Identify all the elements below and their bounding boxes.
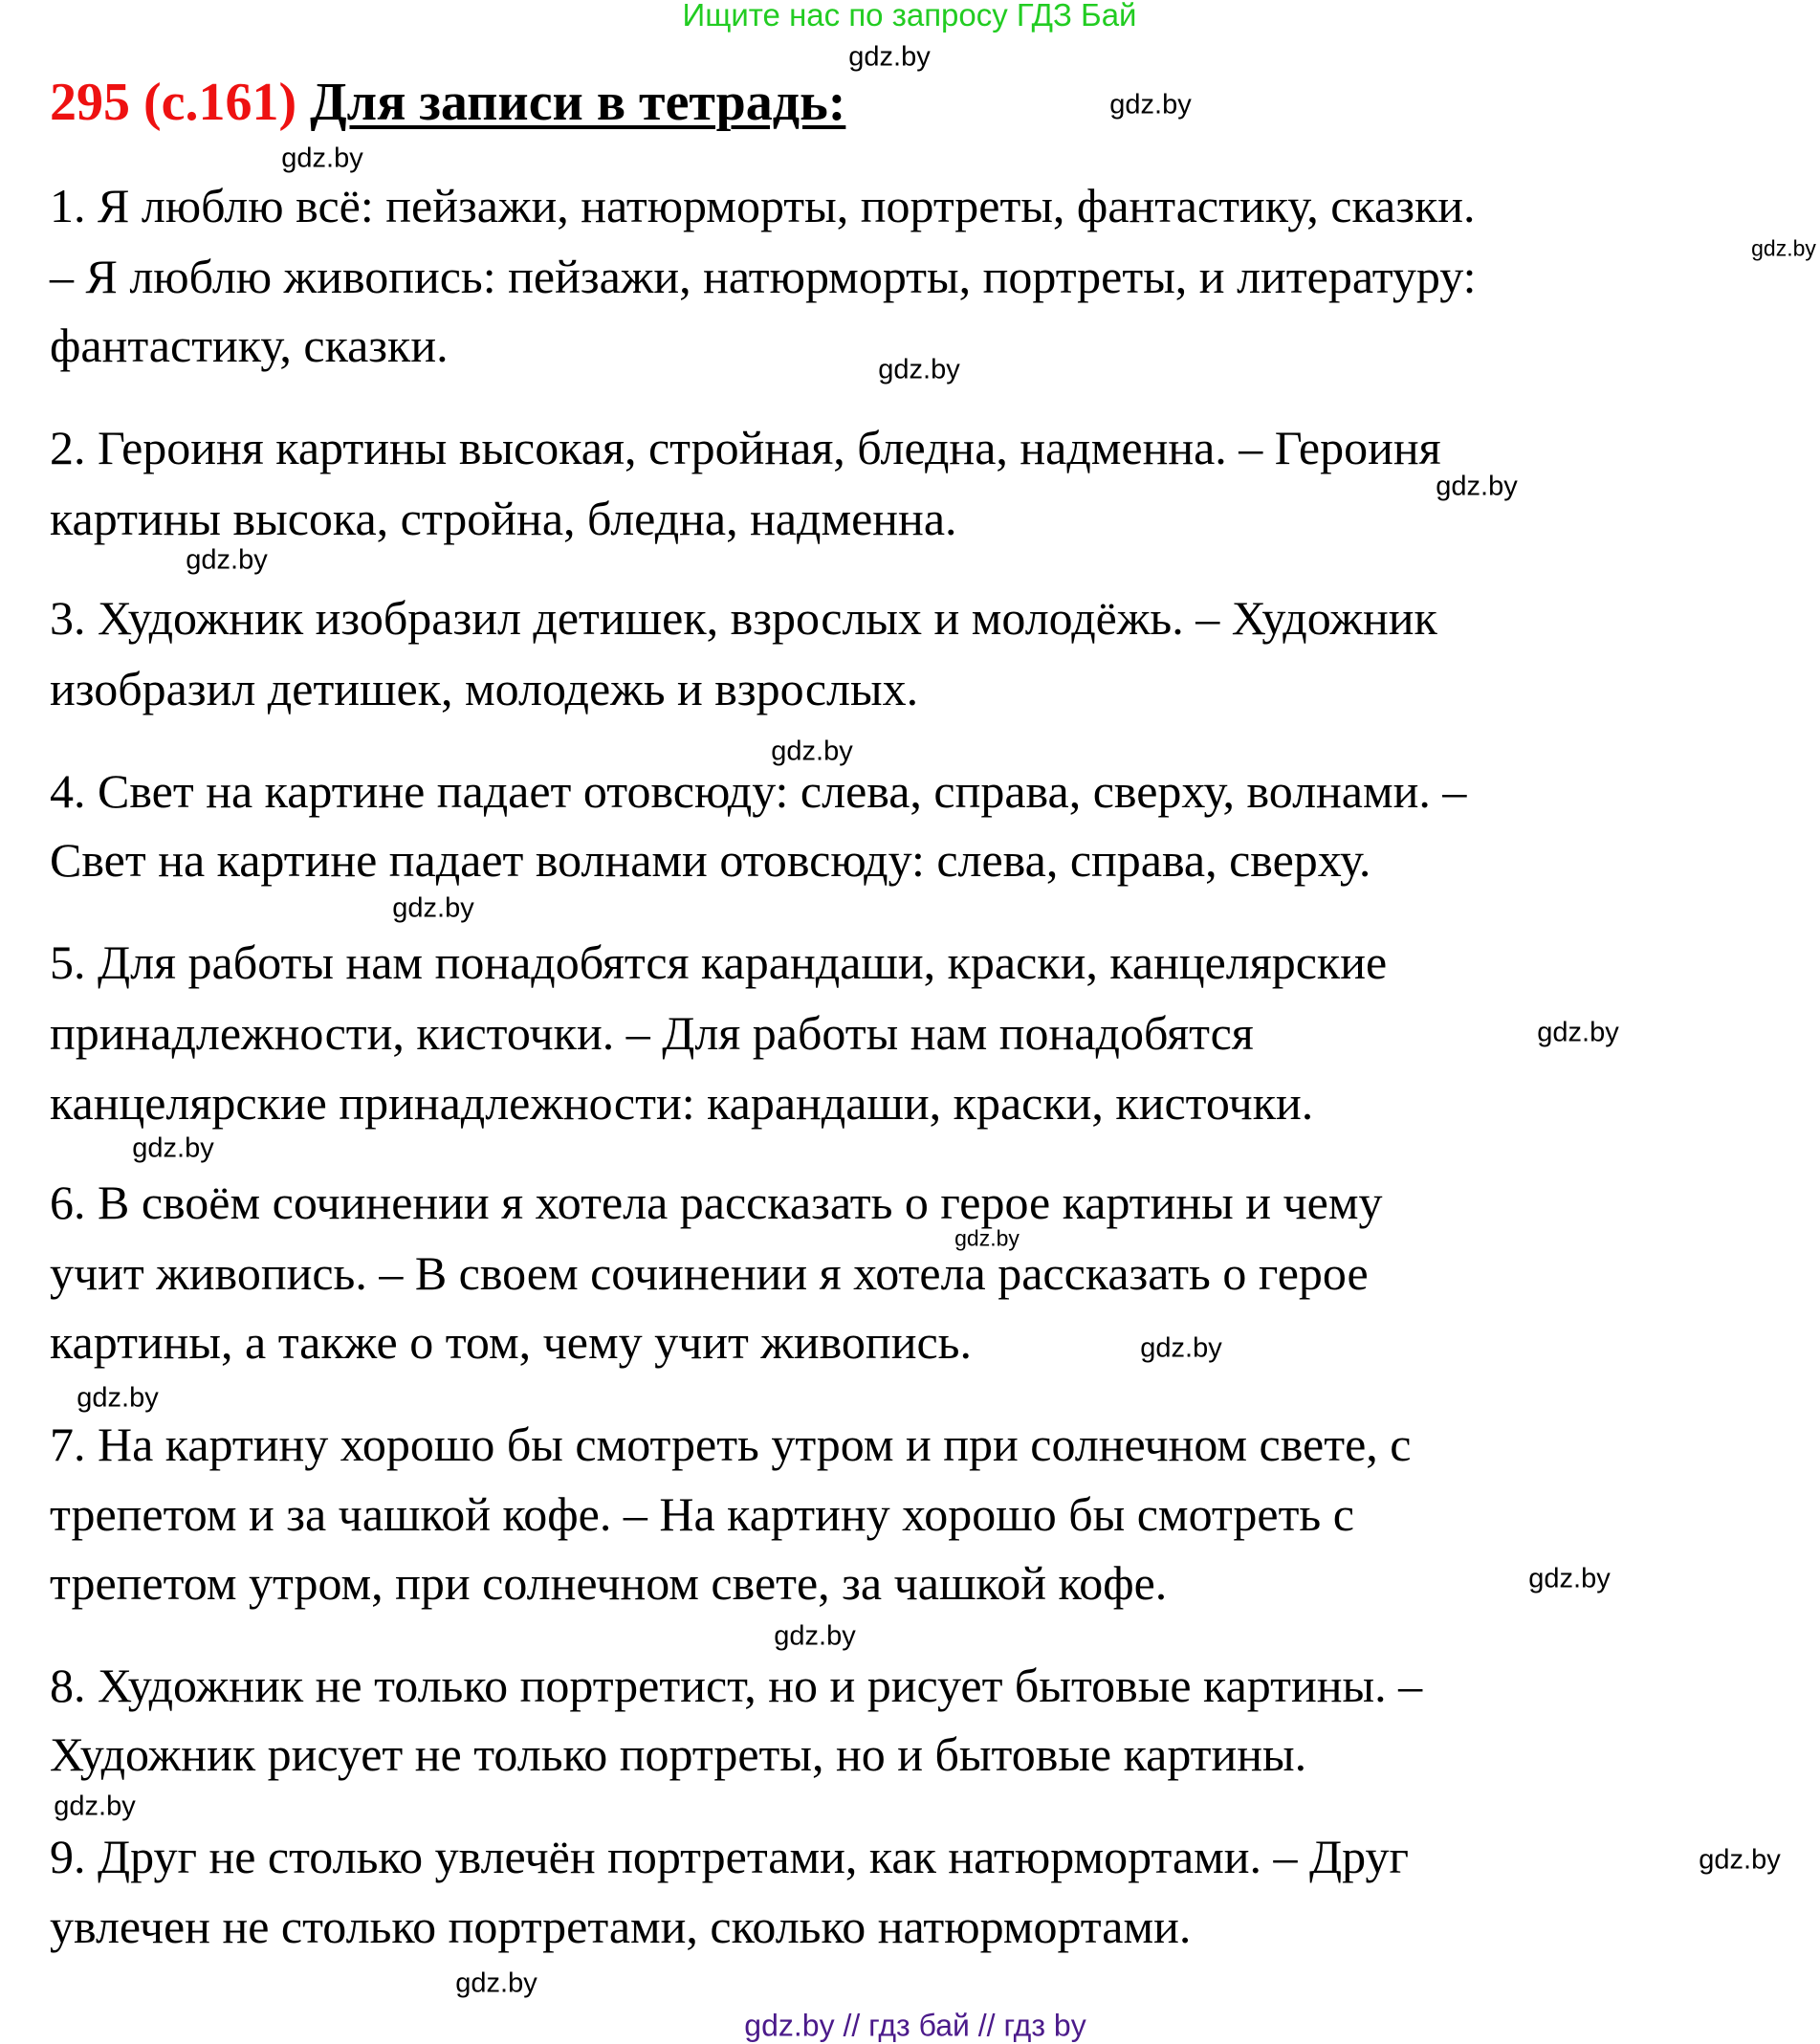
watermark: gdz.by bbox=[771, 736, 853, 767]
watermark: gdz.by bbox=[1537, 1017, 1619, 1048]
item-5-line: канцелярские принадлежности: карандаши, краски, кисточки. bbox=[50, 1076, 1314, 1130]
item-3-line: изобразил детишек, молодежь и взрослых. bbox=[50, 662, 919, 715]
watermark: gdz.by bbox=[954, 1225, 1020, 1251]
item-7-line: трепетом утром, при солнечном свете, за чашкой кофе. bbox=[50, 1556, 1168, 1610]
item-8-line: Художник рисует не только портреты, но и бытовые картины. bbox=[50, 1727, 1307, 1781]
watermark: gdz.by bbox=[392, 892, 474, 924]
watermark: gdz.by bbox=[1699, 1844, 1781, 1876]
watermark: gdz.by bbox=[774, 1620, 856, 1652]
item-5-line: 5. Для работы нам понадобятся карандаши, краски, канцелярские bbox=[50, 935, 1388, 989]
watermark: gdz.by bbox=[878, 354, 960, 385]
item-7-line: 7. На картину хорошо бы смотреть утром и при солнечном свете, с bbox=[50, 1418, 1412, 1471]
item-9-line: увлечен не столько портретами, сколько натюрмортами. bbox=[50, 1900, 1192, 1953]
item-7-line: трепетом и за чашкой кофе. – На картину хорошо бы смотреть с bbox=[50, 1487, 1354, 1541]
item-8-line: 8. Художник не только портретист, но и рисует бытовые картины. – bbox=[50, 1659, 1423, 1712]
watermark: gdz.by bbox=[186, 544, 268, 576]
item-5-line: принадлежности, кисточки. – Для работы нам понадобятся bbox=[50, 1006, 1254, 1060]
watermark: gdz.by bbox=[77, 1382, 159, 1414]
exercise-heading: Для записи в тетрадь: bbox=[310, 73, 846, 132]
watermark: gdz.by bbox=[281, 143, 363, 174]
search-banner: Ищите нас по запросу ГДЗ Бай bbox=[682, 0, 1137, 33]
watermark: gdz.by bbox=[54, 1791, 136, 1822]
watermark: gdz.by bbox=[1140, 1332, 1222, 1364]
exercise-number: 295 (с.161) bbox=[50, 73, 297, 132]
item-4-line: 4. Свет на картине падает отовсюду: слева, справа, сверху, волнами. – bbox=[50, 764, 1467, 818]
item-6-line: картины, а также о том, чему учит живопись. bbox=[50, 1315, 972, 1369]
watermark: gdz.by bbox=[1528, 1563, 1611, 1594]
item-6-line: учит живопись. – В своем сочинении я хотела рассказать о герое bbox=[50, 1246, 1369, 1300]
footer-links[interactable]: gdz.by // гдз бай // гдз by bbox=[744, 2008, 1086, 2043]
item-3-line: 3. Художник изобразил детишек, взрослых и молодёжь. – Художник bbox=[50, 591, 1437, 645]
watermark: gdz.by bbox=[848, 41, 931, 73]
exercise-title bbox=[50, 72, 845, 133]
item-1-line: – Я люблю живопись: пейзажи, натюрморты, портреты, и литературу: bbox=[50, 250, 1477, 303]
item-1-line: 1. Я люблю всё: пейзажи, натюрморты, портреты, фантастику, сказки. bbox=[50, 179, 1476, 232]
watermark: gdz.by bbox=[1436, 471, 1518, 502]
watermark: gdz.by bbox=[455, 1967, 537, 1999]
item-2-line: картины высока, стройна, бледна, надменна. bbox=[50, 492, 957, 545]
watermark: gdz.by bbox=[132, 1132, 214, 1164]
item-9-line: 9. Друг не столько увлечён портретами, как натюрмортами. – Друг bbox=[50, 1830, 1409, 1883]
item-6-line: 6. В своём сочинении я хотела рассказать о герое картины и чему bbox=[50, 1176, 1383, 1229]
item-2-line: 2. Героиня картины высокая, стройная, бледна, надменна. – Героиня bbox=[50, 421, 1441, 474]
watermark: gdz.by bbox=[1751, 235, 1816, 261]
item-1-line: фантастику, сказки. bbox=[50, 319, 449, 372]
item-4-line: Свет на картине падает волнами отовсюду: слева, справа, сверху. bbox=[50, 833, 1371, 887]
watermark: gdz.by bbox=[1109, 89, 1192, 121]
